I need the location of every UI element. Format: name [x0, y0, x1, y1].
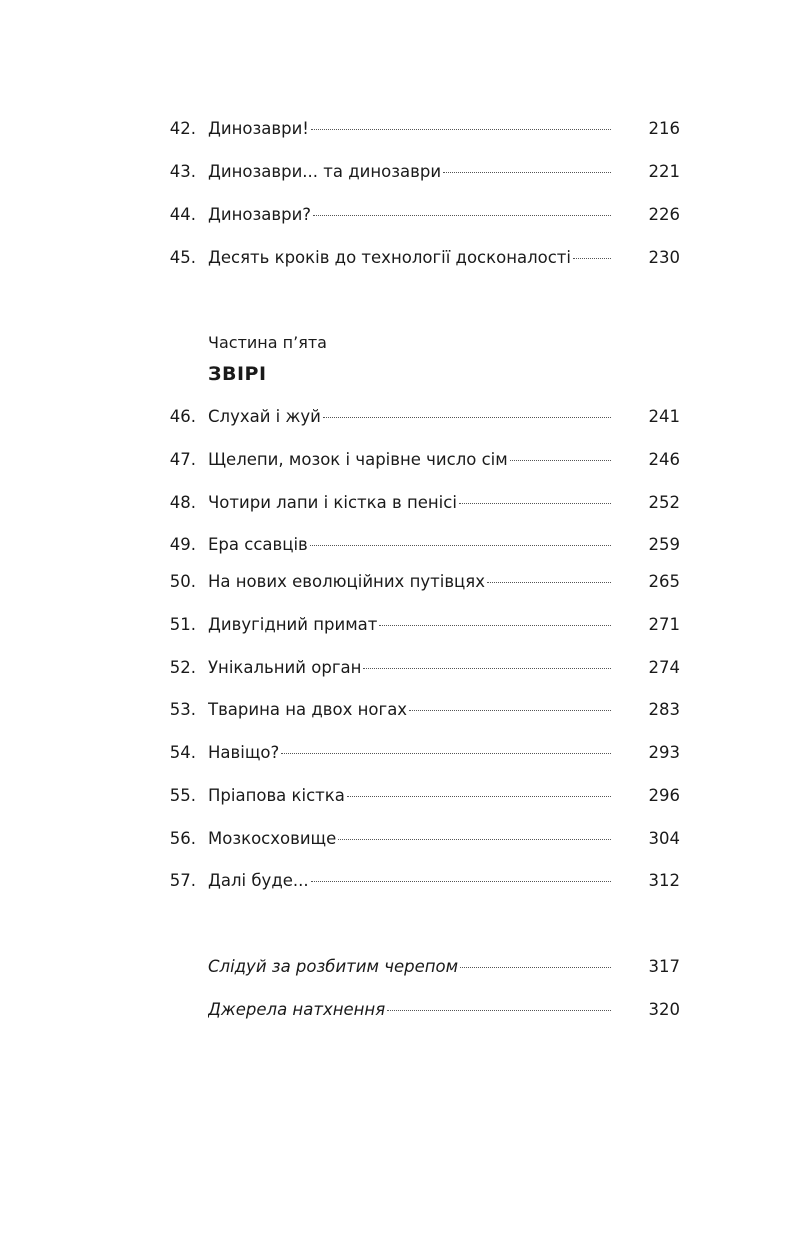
entry-number: 46.: [169, 407, 196, 426]
toc-entry-46[interactable]: [160, 405, 680, 433]
dot-leader: [310, 544, 611, 546]
entry-leader: [208, 493, 611, 512]
toc-entry-53[interactable]: [160, 698, 680, 726]
dot-leader: [323, 416, 611, 418]
entry-number: 49.: [169, 535, 196, 554]
entry-page: 226: [648, 205, 680, 224]
entry-page: 216: [648, 119, 680, 138]
toc-entry-57[interactable]: [160, 869, 680, 897]
part-title: ЗВІРІ: [208, 363, 267, 385]
entry-page: 252: [648, 493, 680, 512]
entry-number: 52.: [169, 658, 196, 677]
entry-page: 259: [648, 535, 680, 554]
entry-page: 296: [648, 786, 680, 805]
entry-number: 57.: [169, 871, 196, 890]
entry-title: Пріапова кістка: [208, 786, 345, 805]
dot-leader: [338, 838, 611, 840]
entry-leader: [208, 615, 611, 634]
dot-leader: [387, 1009, 611, 1011]
entry-page: 246: [648, 450, 680, 469]
entry-title: Щелепи, мозок і чарівне число сім: [208, 450, 508, 469]
entry-title: На нових еволюційних путівцях: [208, 572, 485, 591]
entry-page: 241: [648, 407, 680, 426]
entry-title: Динозаври... та динозаври: [208, 162, 442, 181]
dot-leader: [311, 128, 611, 130]
toc-entry-42[interactable]: [160, 117, 680, 145]
entry-page: 274: [648, 658, 680, 677]
entry-title: Динозаври!: [208, 119, 309, 138]
entry-leader: [208, 119, 611, 138]
entry-title: Слідуй за розбитим черепом: [208, 957, 459, 976]
entry-leader: [208, 957, 611, 976]
toc-entry-56[interactable]: [160, 827, 680, 855]
entry-leader: [208, 658, 611, 677]
entry-number: 42.: [169, 119, 196, 138]
dot-leader: [379, 624, 611, 626]
entry-leader: [208, 829, 611, 848]
entry-page: 283: [648, 700, 680, 719]
entry-page: 312: [648, 871, 680, 890]
entry-leader: [208, 743, 611, 762]
toc-entry-47[interactable]: [160, 448, 680, 476]
toc-entry-52[interactable]: [160, 656, 680, 684]
dot-leader: [281, 752, 611, 754]
toc-entry-48[interactable]: [160, 491, 680, 519]
entry-title: Десять кроків до технології досконалості: [208, 248, 571, 267]
dot-leader: [510, 459, 611, 461]
entry-number: 51.: [169, 615, 196, 634]
entry-number: 43.: [169, 162, 196, 181]
entry-page: 304: [648, 829, 680, 848]
part-label: Частина п’ята: [208, 333, 327, 352]
entry-number: 54.: [169, 743, 196, 762]
dot-leader: [363, 667, 611, 669]
toc-entry-55[interactable]: [160, 784, 680, 812]
entry-number: 55.: [169, 786, 196, 805]
entry-page: 293: [648, 743, 680, 762]
dot-leader: [409, 709, 611, 711]
toc-entry-49[interactable]: [160, 533, 680, 561]
toc-entry-sources[interactable]: [160, 998, 680, 1026]
dot-leader: [573, 257, 611, 259]
entry-leader: [208, 450, 611, 469]
entry-title: Далі буде...: [208, 871, 309, 890]
entry-page: 265: [648, 572, 680, 591]
dot-leader: [487, 581, 611, 583]
toc-entry-54[interactable]: [160, 741, 680, 769]
entry-leader: [208, 535, 611, 554]
entry-leader: [208, 700, 611, 719]
entry-leader: [208, 205, 611, 224]
entry-leader: [208, 871, 611, 890]
entry-title: Тварина на двох ногах: [208, 700, 408, 719]
entry-number: 45.: [169, 248, 196, 267]
entry-number: 50.: [169, 572, 196, 591]
entry-title: Навіщо?: [208, 743, 280, 762]
entry-leader: [208, 248, 611, 267]
entry-title: Дивугідний примат: [208, 615, 378, 634]
dot-leader: [459, 502, 611, 504]
dot-leader: [347, 795, 611, 797]
dot-leader: [313, 214, 611, 216]
dot-leader: [460, 966, 611, 968]
entry-title: Мозкосховище: [208, 829, 337, 848]
entry-leader: [208, 1000, 611, 1019]
entry-number: 44.: [169, 205, 196, 224]
entry-leader: [208, 162, 611, 181]
entry-number: 53.: [169, 700, 196, 719]
entry-leader: [208, 407, 611, 426]
entry-number: 47.: [169, 450, 196, 469]
entry-number: 56.: [169, 829, 196, 848]
toc-entry-44[interactable]: [160, 203, 680, 231]
toc-entry-51[interactable]: [160, 613, 680, 641]
entry-title: Чотири лапи і кістка в пенісі: [208, 493, 457, 512]
toc-entry-43[interactable]: [160, 160, 680, 188]
entry-title: Слухай і жуй: [208, 407, 321, 426]
entry-title: Джерела натхнення: [208, 1000, 386, 1019]
toc-entry-afterword[interactable]: [160, 955, 680, 983]
entry-page: 271: [648, 615, 680, 634]
entry-title: Динозаври?: [208, 205, 312, 224]
entry-title: Ера ссавців: [208, 535, 308, 554]
toc-entry-45[interactable]: [160, 246, 680, 274]
entry-page: 317: [648, 957, 680, 976]
entry-title: Унікальний орган: [208, 658, 362, 677]
entry-number: 48.: [169, 493, 196, 512]
entry-page: 230: [648, 248, 680, 267]
dot-leader: [311, 880, 611, 882]
entry-page: 320: [648, 1000, 680, 1019]
dot-leader: [443, 171, 611, 173]
toc-entry-50[interactable]: [160, 570, 680, 598]
entry-leader: [208, 572, 611, 591]
entry-page: 221: [648, 162, 680, 181]
entry-leader: [208, 786, 611, 805]
